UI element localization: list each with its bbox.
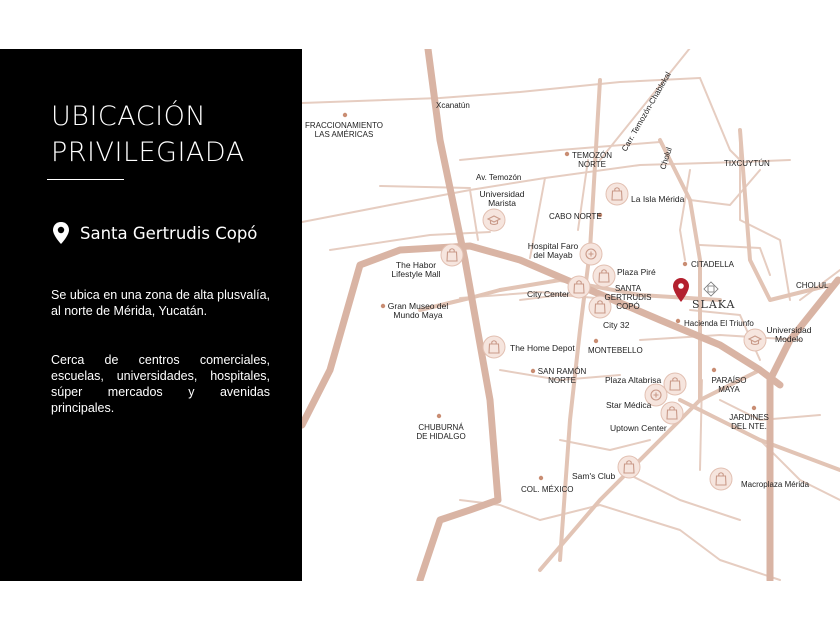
brand-logo-icon [704,282,718,296]
shopping-bag-icon [568,276,590,298]
location-pin-icon [52,221,70,245]
location-name: Santa Gertrudis Copó [80,223,258,243]
place-label: del Mayab [533,250,573,260]
university-icon [744,329,766,351]
brand-name: SLAKA [692,298,736,311]
location-map [302,49,840,581]
place-label: The Home Depot [510,343,575,353]
info-panel [0,49,302,581]
place-label: Lifestyle Mall [391,269,441,279]
page-title [51,99,291,171]
map-canvas [302,49,840,581]
shopping-bag-icon [593,265,615,287]
place-label: NORTE [548,376,576,385]
place-label: Macroplaza Mérida [741,480,810,489]
place-label: TIXCUYTÚN [724,159,770,168]
road-label: Carr. Temozón-Chablekal [619,70,673,153]
road-label: Xcanatún [436,101,470,110]
place-label: CHUBURNÁ [418,423,464,432]
title-line: UBICACIÓN [51,101,207,132]
place-label: GERTRUDIS [604,293,652,302]
place-label: SAN RAMÓN [537,367,587,376]
shopping-bag-icon [664,373,686,395]
place-label: PARAÍSO [711,376,747,385]
shopping-bag-icon [710,468,732,490]
shopping-bag-icon [483,336,505,358]
place-label: JARDINES [729,413,769,422]
shopping-bag-icon [661,402,683,424]
place-label: CHOLUL [796,281,829,290]
place-label: La Isla Mérida [631,194,685,204]
place-label: TEMOZÓN [572,151,612,160]
place-label: Plaza Altabrisa [605,375,662,385]
place-label: Universidad [479,189,525,199]
shopping-bag-icon [618,456,640,478]
place-label: CABO NORTE [549,212,602,221]
place-label: NORTE [578,160,606,169]
place-label: Hacienda El Triunfo [684,319,754,328]
place-label: Hospital Faro [527,241,579,251]
place-label: MAYA [718,385,740,394]
place-label: CITADELLA [691,260,734,269]
place-label: Modelo [775,334,803,344]
place-label: DEL NTE. [731,422,767,431]
description-paragraph: Cerca de centros comerciales, escuelas, universidades, hospitales, súper mercados y avenidas principales. [51,353,270,415]
description-paragraph: Se ubica en una zona de alta plusvalía, al norte de Mérida, Yucatán. [51,288,270,318]
place-label: Star Médica [606,400,652,410]
place-label: FRACCIONAMIENTO [304,121,384,130]
place-label: The Habor [395,260,437,270]
place-label: MONTEBELLO [588,346,643,355]
place-label: Mundo Maya [393,310,443,320]
university-icon [483,209,505,231]
road-label: Cholul [658,146,674,171]
place-label: SANTA [614,284,642,293]
title-divider [47,179,124,180]
place-label: DE HIDALGO [416,432,466,441]
place-label: Gran Museo del [387,301,449,311]
road-label: Av. Temozón [476,173,522,182]
shopping-bag-icon [441,244,463,266]
place-label: Uptown Center [610,423,667,433]
hospital-icon [580,243,602,265]
place-label: COL. MÉXICO [521,485,574,494]
shopping-bag-icon [606,183,628,205]
place-label: Marista [488,198,516,208]
poi-icons [441,183,766,490]
title-line: PRIVILEGIADA [51,137,245,168]
place-label: Universidad [766,325,812,335]
place-label: Sam's Club [572,471,616,481]
place-label: City Center [527,289,570,299]
project-location [673,278,736,311]
location-row [52,221,257,245]
place-label: City 32 [603,320,630,330]
place-label: COPÓ [616,302,640,311]
place-label: Plaza Piré [617,267,656,277]
place-label: LAS AMÉRICAS [314,130,374,139]
